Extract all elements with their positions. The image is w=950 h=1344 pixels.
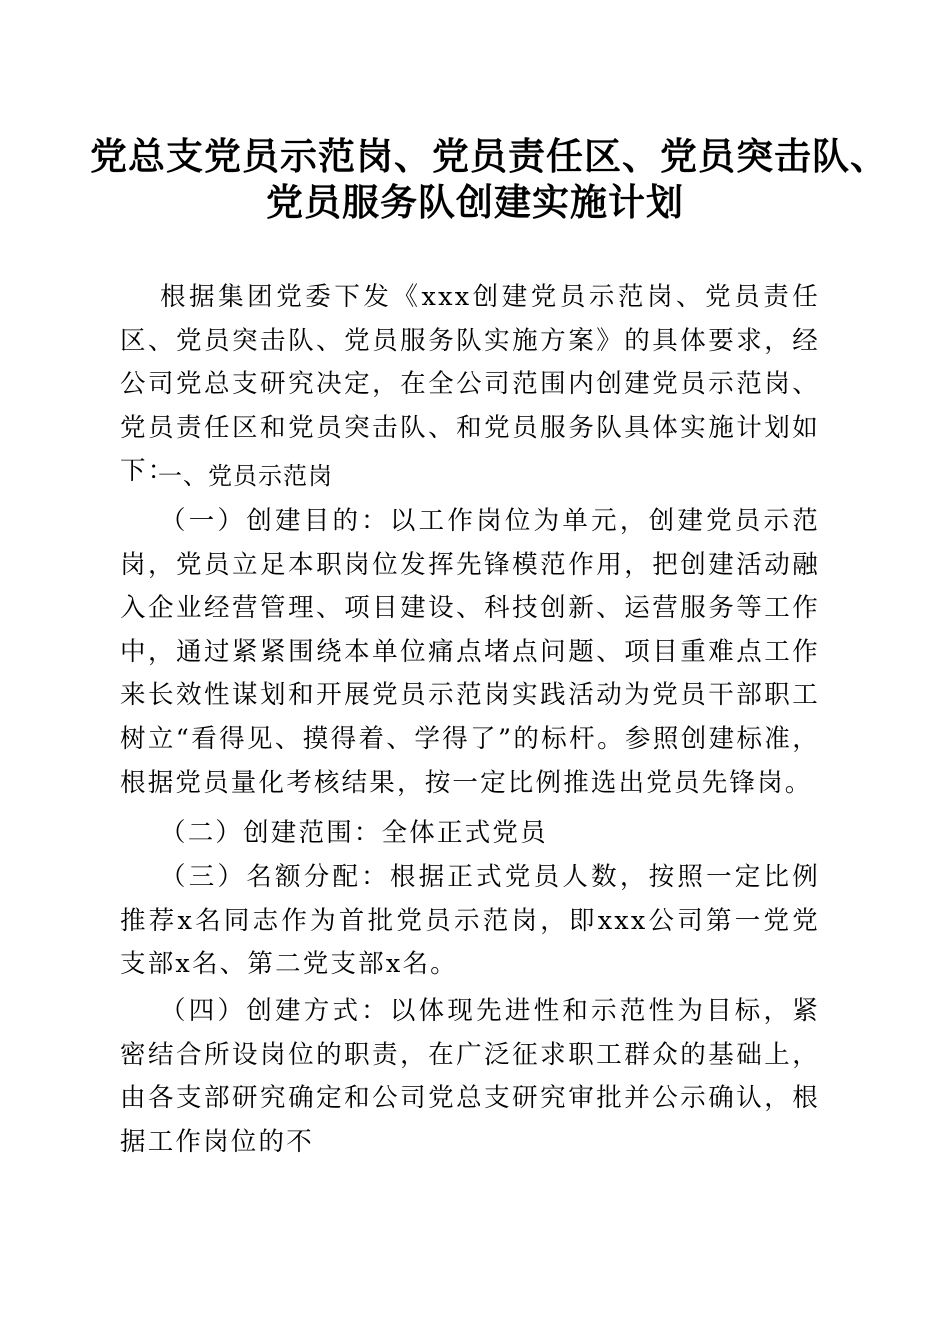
paragraph-purpose: （一）创建目的：以工作岗位为单元，创建党员示范岗，党员立足本职岗位发挥先锋模范作用，把创建活动融入企业经营管理、项目建设、科技创新、运营服务等工作中，通过紧紧围绕本单位痛点堵点问题、项目重难点工作来长效性谋划和开展党员示范岗实践活动为党员干部职工树立“看得见、摸得着、学得了”的标杆。参照创建标准，根据党员量化考核结果，按一定比例推选出党员先锋岗。: [120, 506, 820, 798]
paragraph-scope: （二）创建范围：全体正式党员: [160, 818, 548, 848]
intro-paragraph: 根据集团党委下发《xxx创建党员示范岗、党员责任区、党员突击队、党员服务队实施方案》的具体要求，经公司党总支研究决定，在全公司范围内创建党员示范岗、党员责任区和党员突击队、和党员服务队具体实施计划如下：: [120, 282, 820, 487]
document-title-line-1: 党总支党员示范岗、党员责任区、党员突击队、: [90, 135, 888, 178]
paragraph-method: （四）创建方式：以体现先进性和示范性为目标，紧密结合所设岗位的职责，在广泛征求职工群众的基础上，由各支部研究确定和公司党总支研究审批并公示确认，根据工作岗位的不: [120, 996, 820, 1157]
document-title-line-2: 党员服务队创建实施计划: [266, 181, 684, 224]
paragraph-quota: （三）名额分配：根据正式党员人数，按照一定比例推荐x名同志作为首批党员示范岗，即xxx公司第一党党支部x名、第二党支部x名。: [120, 862, 820, 980]
section-heading: 一、党员示范岗: [158, 462, 333, 490]
